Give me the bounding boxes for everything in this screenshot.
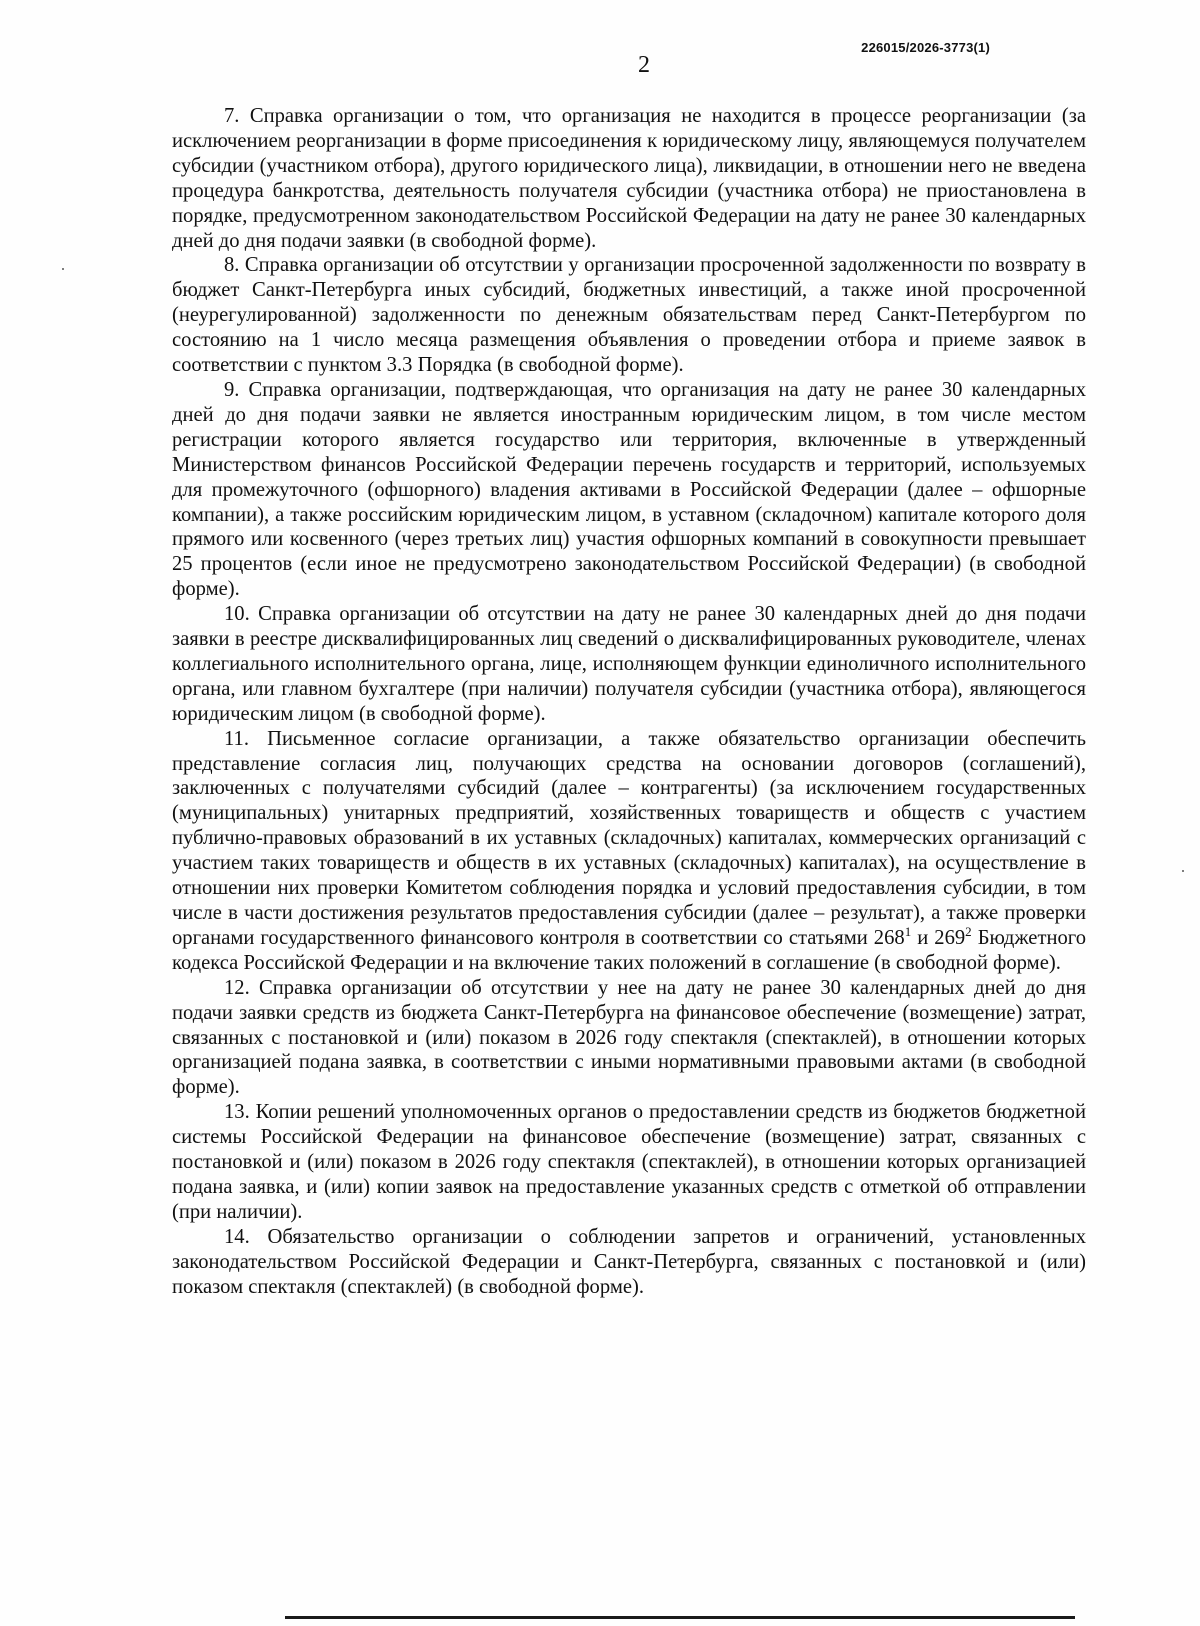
paragraph-11 xyxy=(172,727,1086,976)
paragraph-7: 7. Справка организации о том, что организация не находится в процессе реорганизации (за исключением реорганизации в форме присоединения к юридическому лицу, являющемуся получателем субсидии (участником отбора), другого юридического лица), ликвидации, в отношении него не введена процедура банкротства, деятельность получателя субсидии (участника отбора) не приостановлена в порядке, предусмотренном законодательством Российской Федерации на дату не ранее 30 календарных дней до дня подачи заявки (в свободной форме). xyxy=(172,105,1086,252)
superscript-article-268: 1 xyxy=(904,924,912,940)
superscript-article-269: 2 xyxy=(965,924,972,940)
paragraph-12: 12. Справка организации об отсутствии у нее на дату не ранее 30 календарных дней до дня подачи заявки средств из бюджета Санкт-Петербурга на финансовое обеспечение (возмещение) затрат, связанных с постановкой и (или) показом в 2026 году спектакля (спектаклей), в отношении которых организацией подана заявка, в соответствии с иными нормативными правовыми актами (в свободной форме). xyxy=(172,976,1086,1099)
paragraph-11-text-after: Бюджетного кодекса Российской Федерации и на включение таких положений в соглашение (в свободной форме). xyxy=(172,926,1086,974)
paragraph-8: 8. Справка организации об отсутствии у организации просроченной задолженности по возврату в бюджет Санкт-Петербурга иных субсидий, бюджетных инвестиций, а также иной просроченной (неурегулированной) задолженности по денежным обязательствам перед Санкт-Петербургом по состоянию на 1 число месяца размещения объявления о проведении отбора и приеме заявок в соответствии с пунктом 3.3 Порядка (в свободной форме). xyxy=(172,254,1086,377)
document-id: 226015/2026-3773(1) xyxy=(861,40,990,55)
paragraph-14: 14. Обязательство организации о соблюдении запретов и ограничений, установленных законодательством Российской Федерации и Санкт-Петербурга, связанных с постановкой и (или) показом спектакля (спектаклей) (в свободной форме). xyxy=(172,1225,1086,1298)
paragraph-11-text-before: 11. Письменное согласие организации, а также обязательство организации обеспечить представление согласия лиц, получающих средства на основании договоров (соглашений), заключенных с получателями субсидий (далее – контрагенты) (за исключением государственных (муниципальных) унитарных предприятий, хозяйственных товариществ и обществ с участием публично-правовых образований в их уставных (складочных) капиталах, коммерческих организаций с участием таких товариществ и обществ в их уставных (складочных) капиталах), на осуществление в отношении них проверки Комитетом соблюдения порядка и условий предоставления субсидии, в том числе в части достижения результатов предоставления субсидии (далее – результат), а также проверки органами государственного финансового контроля в соответствии со статьями 268 xyxy=(172,727,1086,949)
scan-speck xyxy=(1182,870,1184,872)
paragraph-13: 13. Копии решений уполномоченных органов о предоставлении средств из бюджетов бюджетной системы Российской Федерации на финансовое обеспечение (возмещение) затрат, связанных с постановкой и (или) показом в 2026 году спектакля (спектаклей), в отношении которых организацией подана заявка, и (или) копии заявок на предоставление указанных средств с отметкой об отправлении (при наличии). xyxy=(172,1101,1086,1223)
paragraph-9: 9. Справка организации, подтверждающая, что организация на дату не ранее 30 календарных дней до дня подачи заявки не является иностранным юридическим лицом, в том числе местом регистрации которого является государство или территория, включенные в утвержденный Министерством финансов Российской Федерации перечень государств и территорий, используемых для промежуточного (офшорного) владения активами в Российской Федерации (далее – офшорные компании), а также российским юридическим лицом, в уставном (складочном) капитале которого доля прямого или косвенного (через третьих лиц) участия офшорных компаний в совокупности превышает 25 процентов (если иное не предусмотрено законодательством Российской Федерации) (в свободной форме). xyxy=(172,378,1086,601)
bottom-scan-edge xyxy=(285,1616,1075,1619)
document-body xyxy=(172,104,1086,1300)
scan-speck xyxy=(62,268,64,270)
paragraph-10: 10. Справка организации об отсутствии на дату не ранее 30 календарных дней до дня подачи заявки в реестре дисквалифицированных лиц сведений о дисквалифицированных руководителе, членах коллегиального исполнительного органа, лице, исполняющем функции единоличного исполнительного органа, или главном бухгалтере (при наличии) получателя субсидии (участника отбора), являющегося юридическим лицом (в свободной форме). xyxy=(172,603,1086,725)
paragraph-11-text-mid: и 269 xyxy=(911,926,966,949)
page-number: 2 xyxy=(638,52,650,78)
